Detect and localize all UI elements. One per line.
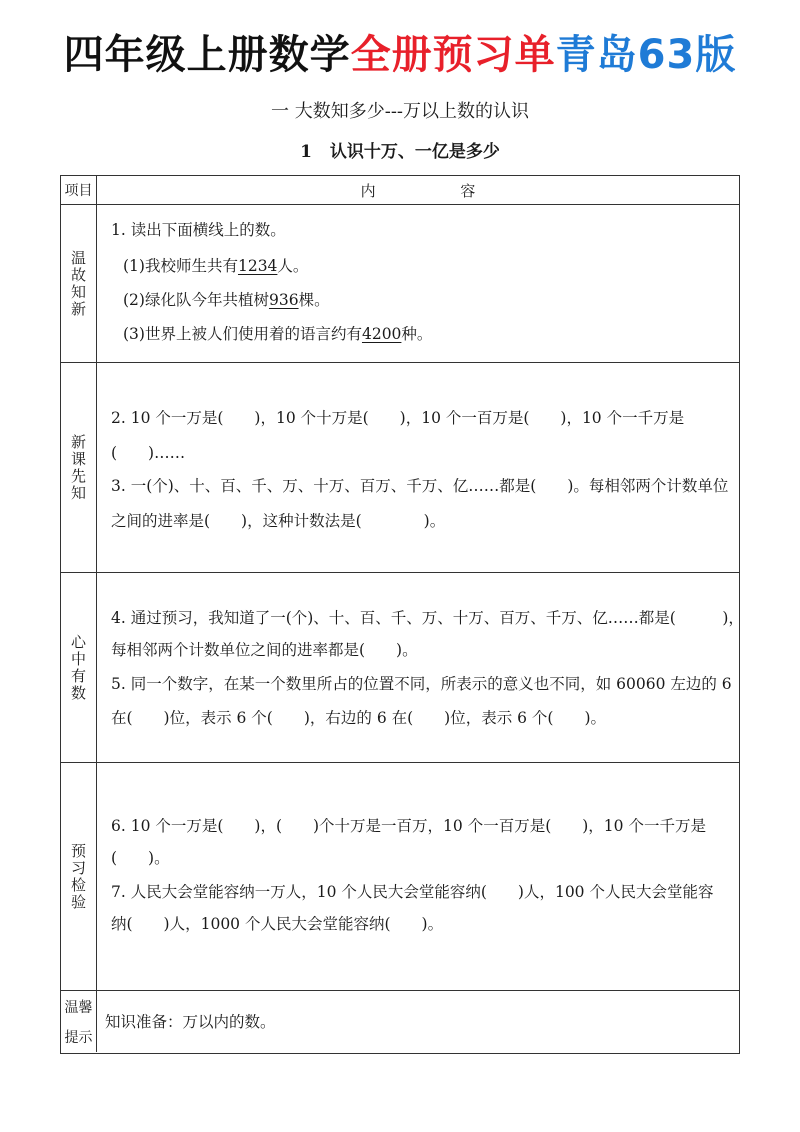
section-label-cell — [61, 205, 97, 362]
question-3-line-1: 3. 一(个)、十、百、千、万、十万、百万、千万、亿……都是( )。每相邻两个计数单位 — [111, 477, 729, 495]
section-label-cell — [61, 363, 97, 572]
section-label-cell — [61, 991, 97, 1052]
section-review — [61, 204, 739, 362]
section-label: 心中有数 — [69, 633, 87, 702]
section-label: 温故知新 — [69, 249, 87, 318]
header-content-cell — [97, 176, 739, 204]
unit-subtitle: 一 大数知多少---万以上数的认识 — [271, 101, 529, 122]
text-segment: (2)绿化队今年共植树 — [123, 291, 269, 309]
question-1: 1. 读出下面横线上的数。 — [111, 221, 286, 239]
question-4-line-1: 4. 通过预习，我知道了一(个)、十、百、千、万、十万、百万、千万、亿……都是( )， — [111, 609, 744, 627]
question-1-part-1 — [123, 255, 727, 277]
question-3-line-2: 之间的进率是( )，这种计数法是( )。 — [111, 512, 446, 530]
section-content — [97, 363, 739, 572]
section-new-lesson — [61, 362, 739, 572]
title-edition: 青岛63版 — [555, 32, 737, 78]
question-2-line-1: 2. 10 个一万是( )，10 个十万是( )，10 个一百万是( )，10 个一千万是 — [111, 409, 685, 427]
lesson-name: 认识十万、一亿是多少 — [329, 142, 500, 162]
header-item-cell — [61, 176, 97, 204]
text-segment: 人。 — [277, 257, 309, 275]
question-1-part-2 — [123, 289, 727, 311]
question-5-line-2: 在( )位，表示 6 个( )，右边的 6 在( )位，表示 6 个( )。 — [111, 709, 607, 727]
section-content — [97, 205, 739, 362]
section-label-cell — [61, 763, 97, 990]
underlined-number: 936 — [268, 291, 299, 309]
section-understanding — [61, 572, 744, 762]
section-label: 新课先知 — [69, 433, 87, 502]
question-1-part-3 — [123, 323, 727, 345]
section-preview-check — [61, 762, 739, 990]
tip-text: 知识准备：万以内的数。 — [105, 1013, 276, 1031]
section-content — [97, 573, 744, 762]
section-content — [97, 991, 739, 1052]
question-2-line-2: ( )…… — [111, 444, 186, 462]
question-7-line-2: 纳( )人，1000 个人民大会堂能容纳( )。 — [111, 915, 444, 933]
question-7-line-1: 7. 人民大会堂能容纳一万人，10 个人民大会堂能容纳( )人，100 个人民大会堂能容 — [111, 883, 714, 901]
lesson-number: 1 — [300, 142, 312, 162]
question-5-line-1: 5. 同一个数字，在某一个数里所占的位置不同，所表示的意义也不同，如 60060 左边的 6 — [111, 675, 732, 693]
question-6-line-2: ( )。 — [111, 849, 170, 867]
section-label: 预习检验 — [69, 842, 87, 911]
section-label-bottom: 提示 — [64, 1029, 93, 1046]
title-grade: 四年级上册数学 — [63, 32, 351, 78]
table-header-row — [61, 176, 739, 204]
preview-table — [60, 175, 744, 1054]
text-segment: (3)世界上被人们使用着的语言约有 — [123, 325, 362, 343]
underlined-number: 1234 — [237, 257, 278, 275]
title-preview-sheet: 全册预习单 — [350, 32, 556, 78]
page-title — [0, 30, 800, 80]
lesson-heading — [0, 140, 800, 164]
header-content-label: 内 容 — [360, 181, 516, 200]
section-content — [97, 763, 739, 990]
underlined-number: 4200 — [361, 325, 402, 343]
question-4-line-2: 每相邻两个计数单位之间的进率都是( )。 — [111, 641, 418, 659]
section-tips — [61, 990, 739, 1052]
section-label-top: 温馨 — [64, 999, 93, 1016]
text-segment: (1)我校师生共有 — [123, 257, 238, 275]
text-segment: 棵。 — [298, 291, 330, 309]
header-item-label: 项目 — [64, 183, 93, 199]
question-6-line-1: 6. 10 个一万是( )，( )个十万是一百万，10 个一百万是( )，10 个一千万是 — [111, 817, 706, 835]
section-label-cell — [61, 573, 97, 762]
text-segment: 种。 — [401, 325, 433, 343]
